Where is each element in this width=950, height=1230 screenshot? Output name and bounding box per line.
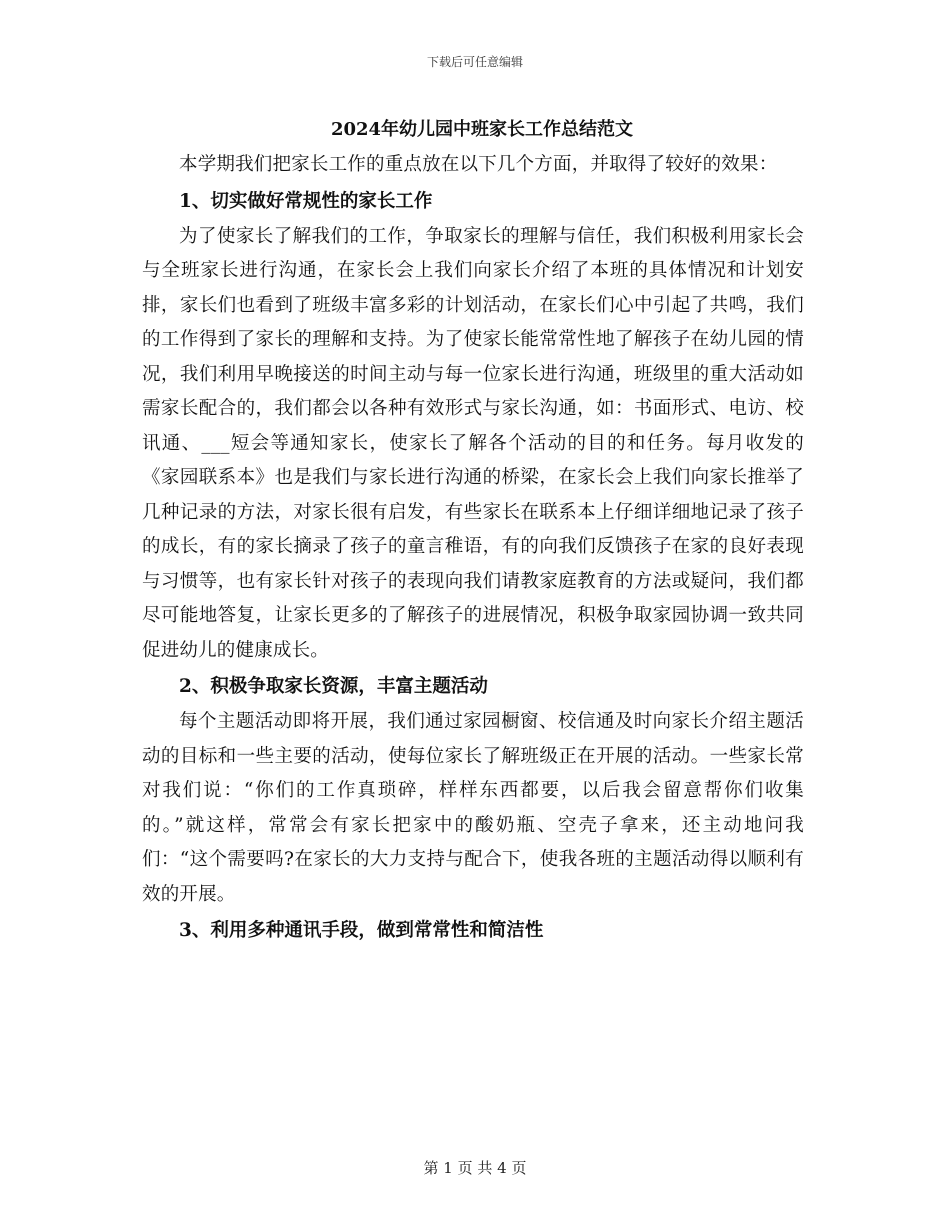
page-footer: 第 1 页 共 4 页 xyxy=(423,1159,527,1177)
intro-paragraph: 本学期我们把家长工作的重点放在以下几个方面，并取得了较好的效果： xyxy=(179,154,778,175)
section-heading-1: 1、切实做好常规性的家长工作 xyxy=(179,190,433,212)
section-heading-3: 3、利用多种通讯手段，做到常常性和简洁性 xyxy=(179,920,544,941)
document-title: 2024年幼儿园中班家长工作总结范文 xyxy=(330,119,634,140)
section-body-1: 为了使家长了解我们的工作，争取家长的理解与信任，我们积极利用家长会与全班家长进行沟通，在家长会上我们向家长介绍了本班的具体情况和计划安排，家长们也看到了班级丰富多彩的计划活动，在家长们心中引起了共鸣，我们的工作得到了家长的理解和支持。为了使家长能常常性地了解孩子在幼儿园的情况，我们利用早晚接送的时间主动与每一位家长进行沟通，班级里的重大活动如需家长配合的，我们都会以各种有效形式与家长沟通，如：书面形式、电访、校讯通、___短会等通知家长，使家长了解各个活动的目的和任务。每月收发的《家园联系本》也是我们与家长进行沟通的桥梁，在家长会上我们向家长推举了几种记录的方法，对家长很有启发，有些家长在联系本上仔细详细地记录了孩子的成长，有的家长摘录了孩子的童言稚语，有的向我们反馈孩子在家的良好表现与习惯等，也有家长针对孩子的表现向我们请教家庭教育的方法或疑问，我们都尽可能地答复，让家长更多的了解孩子的进展情况，积极争取家园协调一致共同促进幼儿的健康成长。 xyxy=(142,225,804,661)
document-body xyxy=(142,112,804,949)
section-body-2: 每个主题活动即将开展，我们通过家园橱窗、校信通及时向家长介绍主题活动的目标和一些主要的活动，使每位家长了解班级正在开展的活动。一些家长常对我们说：“你们的工作真琐碎，样样东西都要，以后我会留意帮你们收集的。”就这样，常常会有家长把家中的酸奶瓶、空壳子拿来，还主动地问我们：“这个需要吗?在家长的大力支持与配合下，使我各班的主题活动得以顺利有效的开展。 xyxy=(142,711,804,905)
section-heading-2: 2、积极争取家长资源，丰富主题活动 xyxy=(179,676,488,697)
page-header: 下载后可任意编辑 xyxy=(426,55,523,69)
